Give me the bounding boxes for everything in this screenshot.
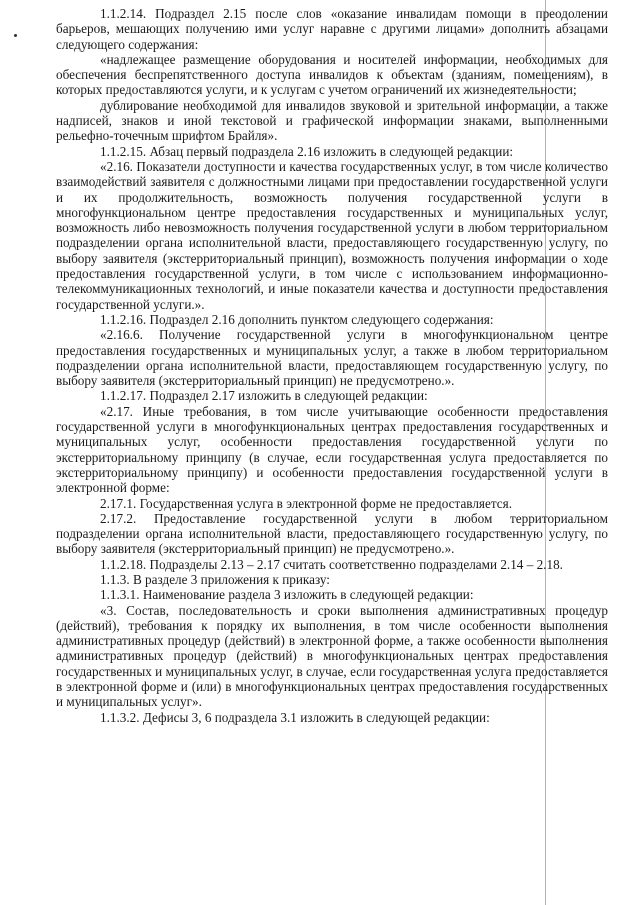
paragraph-2-17-1: 2.17.1. Государственная услуга в электронной форме не предоставляется.: [100, 495, 512, 511]
paragraph-quote-2-16: «2.16. Показатели доступности и качества государственных услуг, в том числе количество взаимодействий заявителя с должностными лицами при предоставлении государственной услуги и их продолжительность, возможность получения государственной услуги в многофункциональном центре предоставления государственных и муниципальных услуг, возможность либо невозможность получения государственной услуги в любом территориальном подразделении органа исполнительной власти, предоставляющего государственную услугу, по выбору заявителя (экстерриториальный принцип), возможность получения информации о ходе предоставления государственной услуги, в том числе с использованием информационно-телекоммуникационных технологий, и иные показатели качества и доступности предоставления государственной услуги.».: [56, 158, 608, 312]
paragraph-1-1-2-18: 1.1.2.18. Подразделы 2.13 – 2.17 считать соответственно подразделами 2.14 – 2.18.: [100, 556, 563, 572]
paragraph-1-1-2-14: 1.1.2.14. Подраздел 2.15 после слов «оказание инвалидам помощи в преодолении барьеров, мешающих получению ими услуг наравне с другими лицами» дополнить абзацами следующего содержания:: [56, 6, 608, 52]
document-body: [56, 6, 608, 725]
paragraph-1-1-2-16: 1.1.2.16. Подраздел 2.16 дополнить пунктом следующего содержания:: [100, 311, 494, 327]
scan-speck: [14, 34, 17, 37]
paragraph-quote-2-16-6: «2.16.6. Получение государственной услуги в многофункциональном центре предоставления государственных и муниципальных услуг, а также в любом территориальном подразделении органа исполнительной власти, предоставляющем государственную услугу, по выбору заявителя (экстерриториальный принцип) не предусмотрено.».: [56, 327, 608, 389]
paragraph-quote-2-17: «2.17. Иные требования, в том числе учитывающие особенности предоставления государственной услуги в многофункциональных центрах предоставления государственных и муниципальных услуг, особенности предоставления государственной услуги по экстерриториальному принципу (в случае, если государственная услуга предоставляется по экстерриториальному принципу) и особенности предоставления государственной услуги в электронной форме:: [56, 403, 608, 496]
paragraph-1-1-3-2: 1.1.3.2. Дефисы 3, 6 подраздела 3.1 изложить в следующей редакции:: [100, 709, 490, 725]
paragraph-1-1-2-17: 1.1.2.17. Подраздел 2.17 изложить в следующей редакции:: [100, 388, 428, 404]
paragraph-1-1-3-1: 1.1.3.1. Наименование раздела 3 изложить в следующей редакции:: [100, 587, 474, 603]
paragraph-quote-equipment: «надлежащее размещение оборудования и носителей информации, необходимых для обеспечения беспрепятственного доступа инвалидов к объектам (зданиям, помещениям), в которых предоставляются услуги, и к услугам с учетом ограничений их жизнедеятельности;: [56, 51, 608, 98]
paragraph-quote-section-3: «3. Состав, последовательность и сроки выполнения административных процедур (действий), требования к порядку их выполнения, в том числе особенности выполнения административных процедур (действий) в электронной форме, а также особенности выполнения административных процедур (действий) в многофункциональных центрах предоставления государственных и муниципальных услуг, в случае, если государственная услуга предоставляется в электронной форме и (или) в многофункциональных центрах предоставления государственных и муниципальных услуг».: [56, 602, 608, 710]
paragraph-1-1-2-15: 1.1.2.15. Абзац первый подраздела 2.16 изложить в следующей редакции:: [100, 143, 514, 159]
paragraph-1-1-3: 1.1.3. В разделе 3 приложения к приказу:: [100, 571, 330, 587]
paragraph-quote-braille: дублирование необходимой для инвалидов звуковой и зрительной информации, а также надписей, знаков и иной текстовой и графической информации знаками, выполненными рельефно-точечным шрифтом Брайля».: [56, 97, 608, 144]
paragraph-2-17-2: 2.17.2. Предоставление государственной услуги в любом территориальном подразделении органа исполнительной власти, предоставляющего государственную услугу, по выбору заявителя (экстерриториальный принцип) не предусмотрено.».: [56, 510, 608, 557]
